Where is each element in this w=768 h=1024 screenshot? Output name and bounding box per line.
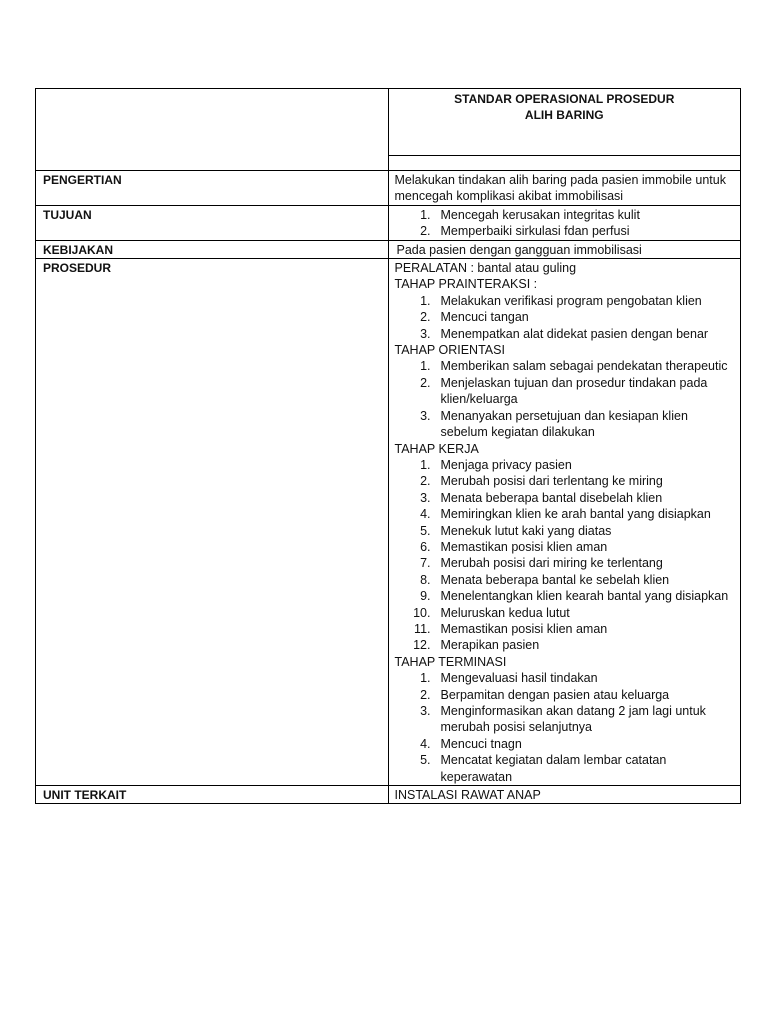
pengertian-label: PENGERTIAN — [36, 171, 389, 206]
list-item: 11. Memastikan posisi klien aman — [414, 621, 608, 636]
list-item: 1. Mencegah kerusakan integritas kulit — [420, 207, 640, 222]
list-item: 1. Memberikan salam sebagai pendekatan therapeutic — [420, 359, 728, 374]
list-item: 2. Memperbaiki sirkulasi fdan perfusi — [420, 224, 630, 239]
kebijakan-label: KEBIJAKAN — [36, 240, 389, 258]
list-item: 2. Menjelaskan tujuan dan prosedur tindakan pada klien/keluarga — [420, 375, 708, 407]
prosedur-label: PROSEDUR — [36, 259, 389, 786]
section-heading: TAHAP ORIENTASI — [394, 343, 505, 358]
title-cell — [388, 89, 741, 156]
tujuan-list — [395, 207, 735, 240]
kerja-list — [395, 457, 735, 654]
list-item: 1. Melakukan verifikasi program pengobatan klien — [420, 293, 702, 308]
list-item: 2. Merubah posisi dari terlentang ke miring — [420, 474, 663, 489]
prosedur-cell — [388, 259, 741, 786]
list-item: 10. Meluruskan kedua lutut — [413, 605, 570, 620]
title-line-2: ALIH BARING — [524, 108, 604, 123]
list-item: 2. Mencuci tangan — [420, 310, 529, 325]
list-item: 8. Menata beberapa bantal ke sebelah klien — [420, 572, 670, 587]
list-item: 5. Menekuk lutut kaki yang diatas — [420, 523, 612, 538]
list-item: 3. Menata beberapa bantal disebelah klien — [420, 490, 663, 505]
section-heading: TAHAP TERMINASI — [394, 654, 507, 669]
list-item: 1. Menjaga privacy pasien — [420, 457, 572, 472]
title-line-1: STANDAR OPERASIONAL PROSEDUR — [454, 92, 675, 106]
kebijakan-text: Pada pasien dengan gangguan immobilisasi — [388, 240, 741, 258]
list-item: 3. Menanyakan persetujuan dan kesiapan klien sebelum kegiatan dilakukan — [420, 408, 688, 440]
list-item: 5. Mencatat kegiatan dalam lembar catatan keperawatan — [420, 753, 667, 784]
tujuan-label: TUJUAN — [36, 205, 389, 240]
list-item: 9. Menelentangkan klien kearah bantal yang disiapkan — [420, 589, 729, 604]
list-item: 6. Memastikan posisi klien aman — [420, 539, 608, 554]
unit-terkait-label: UNIT TERKAIT — [36, 786, 389, 804]
pengertian-text: Melakukan tindakan alih baring pada pasien immobile untuk mencegah komplikasi akibat immobilisasi — [388, 171, 741, 206]
tujuan-cell — [388, 205, 741, 240]
list-item: 2. Berpamitan dengan pasien atau keluarga — [420, 687, 670, 702]
list-item: 3. Menempatkan alat didekat pasien dengan benar — [420, 326, 709, 341]
list-item: 3. Menginformasikan akan datang 2 jam lagi untuk merubah posisi selanjutnya — [420, 704, 706, 735]
peralatan-line: PERALATAN : bantal atau guling — [394, 261, 577, 276]
section-heading: TAHAP KERJA — [394, 441, 479, 456]
list-item: 7. Merubah posisi dari miring ke terlentang — [420, 556, 663, 571]
list-item: 12. Merapikan pasien — [413, 638, 540, 653]
list-item: 4. Mencuci tnagn — [420, 736, 522, 751]
sop-table — [35, 88, 741, 804]
praiinteraksi-list — [395, 293, 735, 342]
unit-terkait-text: INSTALASI RAWAT ANAP — [388, 786, 741, 804]
list-item: 4. Memiringkan klien ke arah bantal yang disiapkan — [420, 507, 711, 522]
section-heading: TAHAP PRAINTERAKSI : — [394, 277, 538, 292]
terminasi-list — [395, 670, 735, 785]
list-item: 1. Mengevaluasi hasil tindakan — [420, 671, 598, 686]
header-blank-cell — [36, 89, 389, 171]
header-spacer-cell — [388, 156, 741, 171]
sop-document — [35, 88, 741, 804]
orientasi-list — [395, 358, 735, 440]
